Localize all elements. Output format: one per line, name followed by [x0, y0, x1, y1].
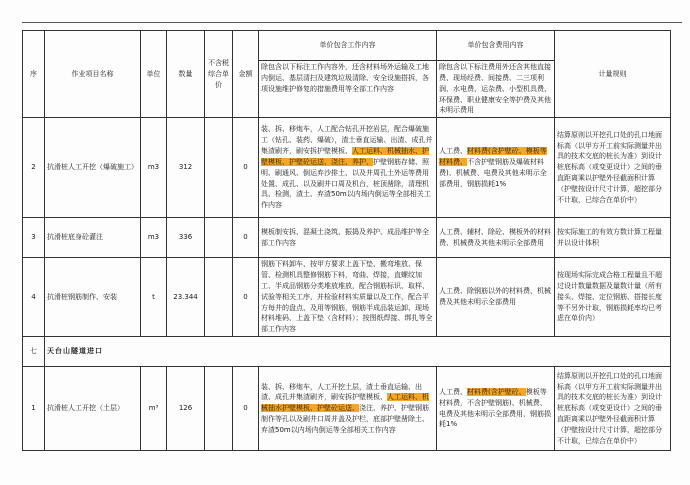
work-highlight: 人工运料、机械抽水护壁模板、护壁砼运送、 — [261, 393, 429, 413]
header-amount: 金额 — [233, 31, 259, 118]
row-seq: 3 — [23, 218, 45, 258]
table-row — [23, 218, 671, 258]
row-unit: m3 — [141, 118, 167, 218]
section-number: 七 — [23, 337, 45, 367]
work-text-a: 装、拆、移炮车，人工配合钻孔开挖岩层，配合爆破施工（钻孔、装药、爆破），渣土垂直运输、出渣、成孔并集渣刷齐，刷安拆护壁模板、 — [261, 125, 433, 156]
row-qty: 126 — [167, 367, 205, 451]
row-cost: 人工费、除钢筋以外的材料费、机械费及其他未明示全部费用 — [437, 258, 555, 337]
header-cost: 单价包含费用内容 — [437, 31, 555, 61]
work-highlight: 人工运料、机械抽水、护壁模板、护壁砼运送、浇注、养护、 — [261, 147, 429, 166]
work-text-a: 装、拆、移炮车，人工开挖土层，渣土垂直运输、出渣、成孔并集渣刷齐，刷安拆护壁模板、 — [261, 382, 422, 402]
section-title: 天台山隧道进口 — [45, 337, 671, 367]
row-work — [259, 118, 437, 218]
row-rule: 按现场实际完成合格工程量且不超过设计数量数据及量数计量（所有接头、焊接、定位钢筋、搭接长度等不另外计取，钢筋损耗率均已考虑在单价内） — [555, 258, 671, 337]
cost-text-a: 人工费、 — [439, 387, 467, 396]
general-cost-note: 除包含以下标注费用外还含其他直接费、现场经费、间接费、二三项利润、水电费、运杂费、小型机具费、环保费、职业健康安全等护费及其他未明示费用 — [437, 61, 555, 118]
row-amount: 0 — [233, 367, 259, 451]
row-unit: m³ — [141, 367, 167, 451]
row-work: 模板制安拆、混凝土浇筑、振捣及养护、成品维护等全部工作内容 — [259, 218, 437, 258]
cost-text-a: 人工费、 — [439, 147, 467, 156]
cost-text-b: 不含护壁钢筋及爆破材料费)、机械费、电费及其他未明示全部费用，钢筋损耗1% — [439, 157, 547, 188]
section-row — [23, 337, 671, 367]
row-seq: 1 — [23, 367, 45, 451]
header-unit: 单位 — [141, 31, 167, 118]
top-rule — [22, 22, 682, 23]
row-seq: 4 — [23, 258, 45, 337]
table-header-row — [23, 31, 671, 61]
row-rule: 结算原则以开挖孔口处的孔口地面标高（以甲方开工前实际测量并出具的技术交底的桩长为准）到设计桩底标高（或变更设计）之间的垂直距离乘以护壁外径截面积计算（护壁按设计尺寸计算，超挖部分不计取，已综合在单价中） — [555, 118, 671, 218]
row-rule: 按实际施工的有效方数计算工程量并以设计体积 — [555, 218, 671, 258]
header-work: 单价包含工作内容 — [259, 31, 437, 61]
pricing-table — [22, 30, 671, 451]
row-work — [259, 367, 437, 451]
row-tax — [205, 118, 233, 218]
cost-highlight: 材料费(含护壁砼、 — [467, 387, 526, 396]
row-qty: 336 — [167, 218, 205, 258]
row-unit: t — [141, 258, 167, 337]
row-amount: 0 — [233, 118, 259, 218]
row-cost: 人工费、辅材、除砼、模板外的材料费、机械费及其他未明示全部费用 — [437, 218, 555, 258]
table-row — [23, 118, 671, 218]
row-cost — [437, 367, 555, 451]
table-row — [23, 367, 671, 451]
cost-text-b: 模板等材料费，不含护壁钢筋)、机械费、电费及其他未明示全部费用，钢筋损耗1% — [439, 387, 551, 429]
row-qty: 312 — [167, 118, 205, 218]
row-work: 钢筋下料卸车、按甲方要求上盖下垫、搬弯堆放、保管、检测机具整修钢筋下料，弯曲、焊接，直螺纹加工、半成品钢筋分类堆放堆放，配合钢筋标识、取样、试验等相关工序、并检验材料实质量以及工作，配合平方每井的盘点、及用等钢筋，钢筋半成品装运卸、现场材料堆码、上盖下垫（含材料）；按图纸焊接、绑扎等全部工作内容 — [259, 258, 437, 337]
row-name: 抗滑桩人工开挖（土层） — [45, 367, 141, 451]
row-name: 抗滑桩底身砼灌注 — [45, 218, 141, 258]
row-name: 抗滑桩钢筋制作、安装 — [45, 258, 141, 337]
row-unit: m3 — [141, 218, 167, 258]
header-qty: 数量 — [167, 31, 205, 118]
row-rule: 结算原则以开挖孔口处的孔口地面标高（以甲方开工前实际测量并出具的技术交底的桩长为准）到设计桩底标高（或变更设计）之间的垂直距离乘以护壁外径截面积计算（护壁按设计尺寸计算，超挖部分不计取，已综合在单价中） — [555, 367, 671, 451]
header-tax: 不含税综合单价 — [205, 31, 233, 118]
cost-highlight: 材料费(含护壁砼、模板等材料费、 — [439, 147, 547, 166]
row-amount: 0 — [233, 218, 259, 258]
row-tax — [205, 258, 233, 337]
row-name: 抗滑桩人工开挖（爆破施工） — [45, 118, 141, 218]
work-text-b: 护壁钢筋存储、照明、刷通风、倒运弃 — [261, 157, 429, 177]
header-rule: 计量规则 — [555, 31, 671, 118]
row-qty: 23.344 — [167, 258, 205, 337]
header-seq: 序 — [23, 31, 45, 118]
table-row — [23, 258, 671, 337]
work-text-c: 沙排土、以及井周孔土外运等费用处置、成孔、以及刷井口周及机台，桩顶凿除，清理机具、检测，渣土、弃渣50m以内场内倒运等全部相关工作内容 — [261, 168, 431, 210]
header-name: 作业项目名称 — [45, 31, 141, 118]
row-tax — [205, 367, 233, 451]
work-text-b: 浇注、养护、护壁钢筋制作等孔以及刷井口周并盖及护栏，底部护壁凿除土、弃渣50m以内场内倒运等全部相关工作内容 — [261, 404, 429, 434]
general-work-note: 除包含以下标注工作内容外，还含材料场外运输及工地内倒运、基层清扫及建筑垃圾清除、安全设施搭拆，各项设施维护修复的措施费用等全部工作内容 — [259, 61, 437, 118]
row-tax — [205, 218, 233, 258]
row-seq: 2 — [23, 118, 45, 218]
row-amount: 0 — [233, 258, 259, 337]
row-cost — [437, 118, 555, 218]
